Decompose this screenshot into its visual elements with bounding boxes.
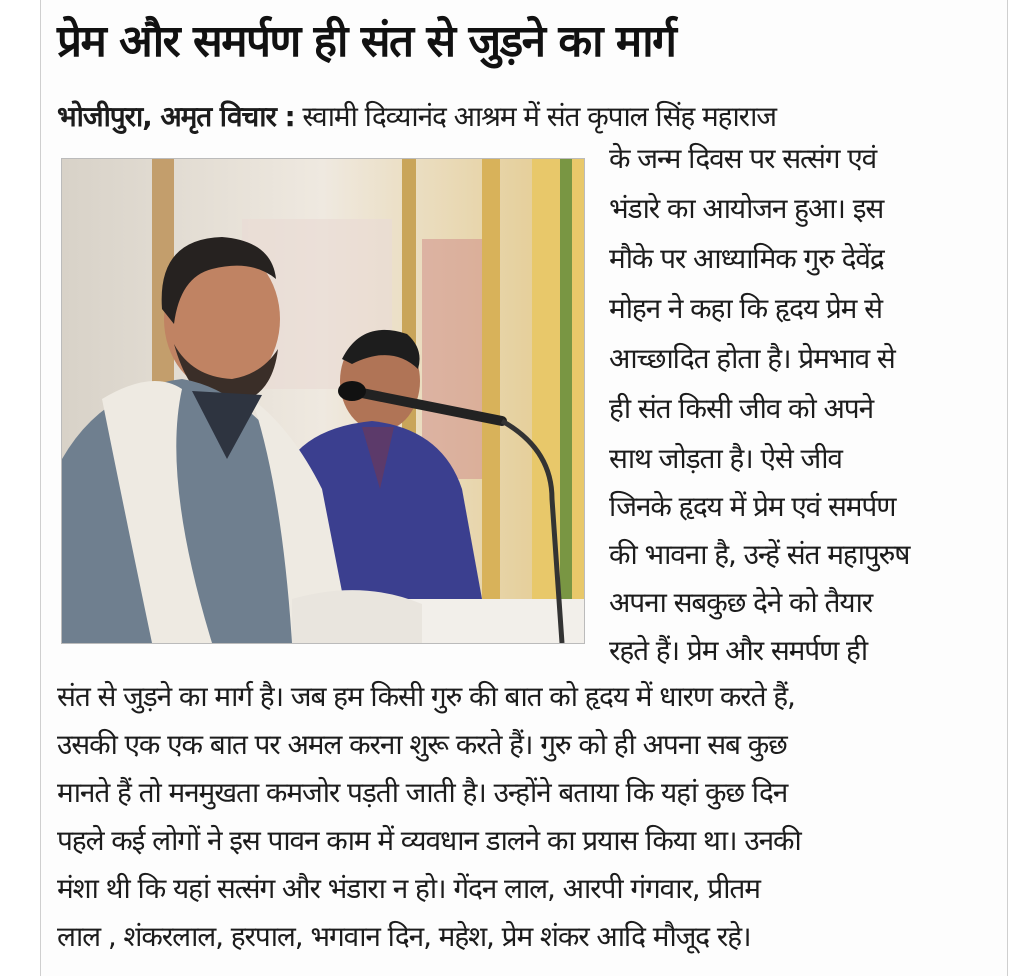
body-line: की भावना है, उन्हें संत महापुरुष [609, 538, 910, 571]
event-photo [61, 158, 585, 644]
body-line: अपना सबकुछ देने को तैयार [609, 586, 873, 619]
body-line: के जन्म दिवस पर सत्संग एवं [609, 142, 877, 175]
newspaper-clipping [40, 0, 1008, 976]
body-line: मंशा थी कि यहां सत्संग और भंडारा न हो। गेंदन लाल, आरपी गंगवार, प्रीतम [57, 872, 760, 905]
body-line: साथ जोड़ता है। ऐसे जीव [609, 442, 842, 475]
body-line: मानते हैं तो मनमुखता कमजोर पड़ती जाती है। उन्होंने बताया कि यहां कुछ दिन [57, 776, 788, 809]
body-line: जिनके हृदय में प्रेम एवं समर्पण [609, 490, 896, 523]
body-line: आच्छादित होता है। प्रेमभाव से [609, 342, 895, 375]
body-line: मौके पर आध्यामिक गुरु देवेंद्र [609, 242, 884, 275]
lead-line [57, 98, 776, 136]
event-photo-illustration [62, 159, 584, 643]
lead-text: स्वामी दिव्यानंद आश्रम में संत कृपाल सिंह महाराज [302, 100, 776, 133]
body-line: रहते हैं। प्रेम और समर्पण ही [609, 634, 868, 667]
dateline: भोजीपुरा, अमृत विचार : [57, 100, 295, 133]
body-line: भंडारे का आयोजन हुआ। इस [609, 192, 884, 225]
body-line: संत से जुड़ने का मार्ग है। जब हम किसी गुरु की बात को हृदय में धारण करते हैं, [57, 680, 795, 713]
body-line: मोहन ने कहा कि हृदय प्रेम से [609, 292, 882, 325]
body-line: ही संत किसी जीव को अपने [609, 392, 874, 425]
headline: प्रेम और समर्पण ही संत से जुड़ने का मार्ग [57, 16, 676, 67]
body-line: पहले कई लोगों ने इस पावन काम में व्यवधान डालने का प्रयास किया था। उनकी [57, 824, 801, 857]
body-line: उसकी एक एक बात पर अमल करना शुरू करते हैं। गुरु को ही अपना सब कुछ [57, 728, 787, 761]
body-line: लाल , शंकरलाल, हरपाल, भगवान दिन, महेश, प्रेम शंकर आदि मौजूद रहे। [57, 920, 751, 953]
